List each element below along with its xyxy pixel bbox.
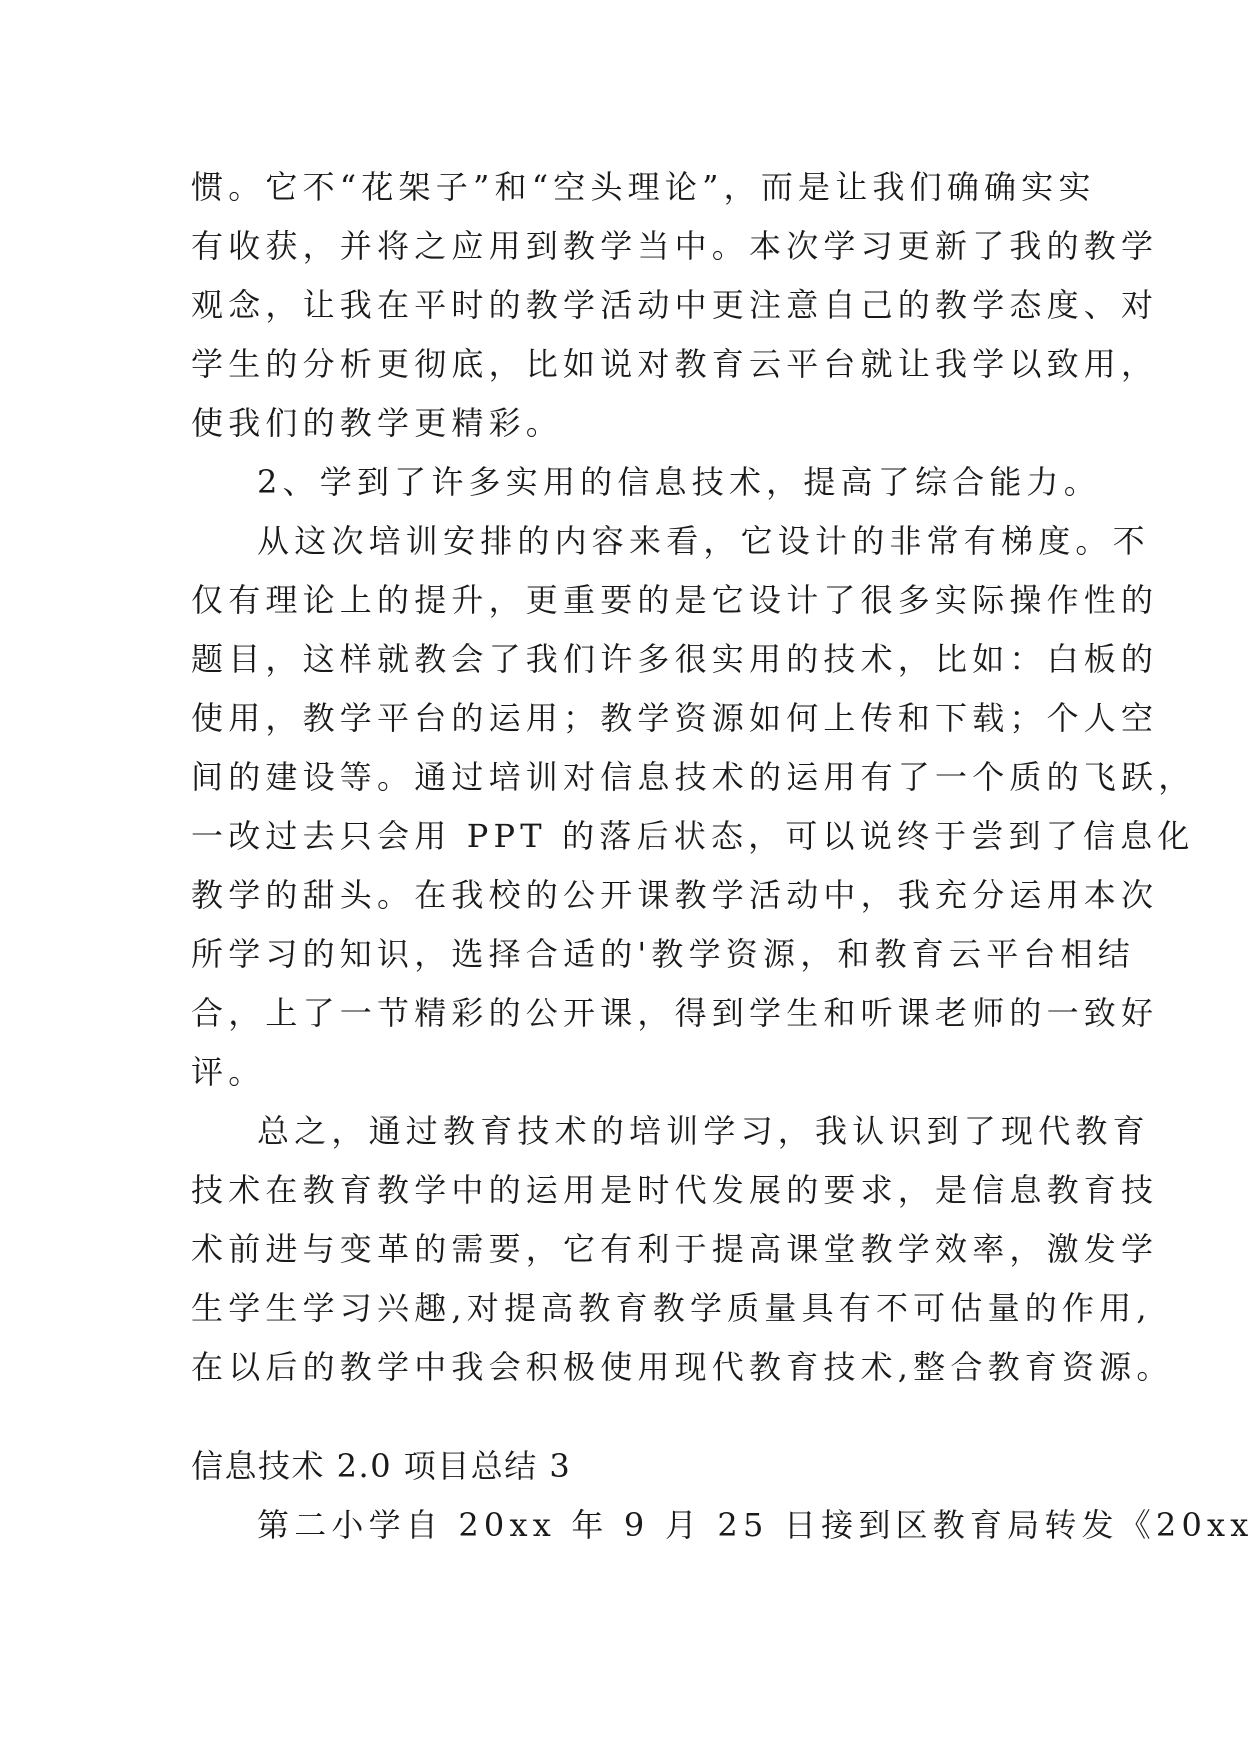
body-line: 使我们的教学更精彩。 — [191, 404, 564, 442]
body-line: 术前进与变革的需要，它有利于提高课堂教学效率，激发学 — [191, 1230, 1159, 1268]
paragraph-start: 总之，通过教育技术的培训学习，我认识到了现代教育 — [257, 1112, 1150, 1150]
body-line: 使用，教学平台的运用；教学资源如何上传和下载；个人空 — [191, 699, 1159, 737]
body-line: 有收获，并将之应用到教学当中。本次学习更新了我的教学 — [191, 227, 1159, 265]
body-line: 惯。它不“花架子”和“空头理论”，而是让我们确确实实 — [191, 168, 1096, 206]
body-line: 评。 — [191, 1053, 266, 1091]
section-point-2: 2、学到了许多实用的信息技术，提高了综合能力。 — [257, 463, 1101, 501]
body-line: 学生的分析更彻底，比如说对教育云平台就让我学以致用， — [191, 345, 1159, 383]
body-line: 所学习的知识，选择合适的'教学资源，和教育云平台相结 — [191, 935, 1135, 973]
section-heading: 信息技术 2.0 项目总结 3 — [191, 1447, 572, 1485]
body-line: 技术在教育教学中的运用是时代发展的要求，是信息教育技 — [191, 1171, 1159, 1209]
body-line: 生学生学习兴趣,对提高教育教学质量具有不可估量的作用, — [191, 1289, 1152, 1327]
body-line: 合，上了一节精彩的公开课，得到学生和听课老师的一致好 — [191, 994, 1159, 1032]
body-line: 题目，这样就教会了我们许多很实用的技术，比如：白板的 — [191, 640, 1159, 678]
document-body — [191, 158, 1254, 1555]
paragraph-start: 从这次培训安排的内容来看，它设计的非常有梯度。不 — [257, 522, 1150, 560]
paragraph-start: 第二小学自 20xx 年 9 月 25 日接到区教育局转发《20xx — [257, 1506, 1254, 1544]
body-line: 观念，让我在平时的教学活动中更注意自己的教学态度、对 — [191, 286, 1159, 324]
body-line: 间的建设等。通过培训对信息技术的运用有了一个质的飞跃， — [191, 758, 1196, 796]
body-line: 一改过去只会用 PPT 的落后状态，可以说终于尝到了信息化 — [191, 817, 1195, 855]
body-line: 在以后的教学中我会积极使用现代教育技术,整合教育资源。 — [191, 1348, 1174, 1386]
body-line: 教学的甜头。在我校的公开课教学活动中，我充分运用本次 — [191, 876, 1159, 914]
body-line: 仅有理论上的提升，更重要的是它设计了很多实际操作性的 — [191, 581, 1159, 619]
